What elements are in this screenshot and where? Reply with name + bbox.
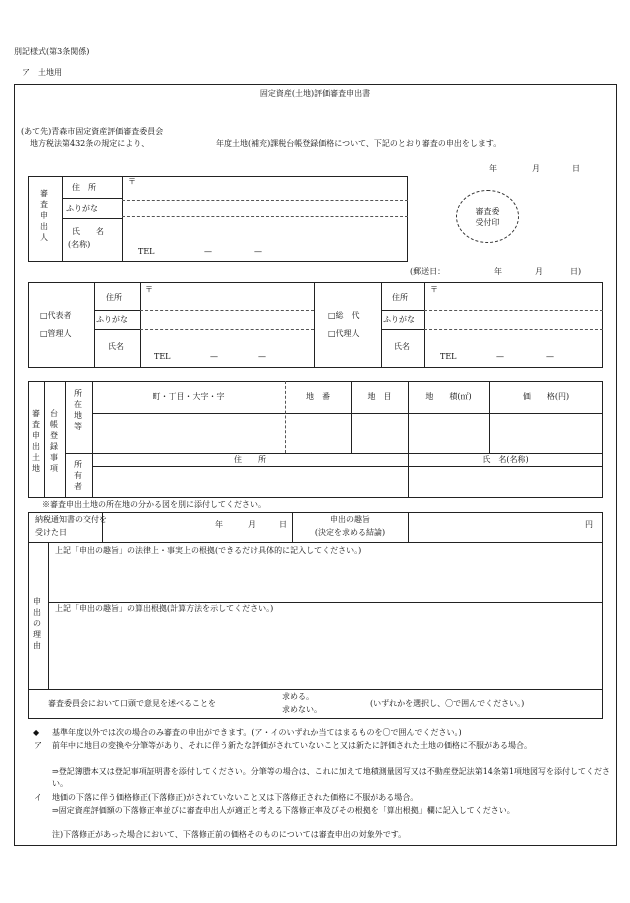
mailing-day: 日) bbox=[570, 267, 582, 276]
reception-stamp bbox=[456, 190, 519, 243]
form-title: 固定資産(土地)評価審査申出書 bbox=[259, 89, 371, 98]
applicant-name-sub-label: (名称) bbox=[68, 240, 91, 249]
form-subtype: ア 土地用 bbox=[22, 68, 62, 77]
column-header: 地 積(㎡) bbox=[425, 392, 472, 401]
location-label: 所在地等 bbox=[74, 389, 82, 431]
purpose-label: (決定を求める結論) bbox=[314, 528, 386, 537]
applicant-tel-sep: — bbox=[204, 247, 212, 256]
agent-address-label: 住所 bbox=[392, 293, 408, 302]
mailing-year: 年 bbox=[494, 267, 502, 276]
footnote-i-sub: ⇒固定資産評価額の下落修正率並びに審査申出人が適正と考える下落修正率及びその根拠を「算出根拠」欄に記入してください。 bbox=[52, 806, 515, 815]
purpose-yen: 円 bbox=[585, 520, 593, 529]
owner-label: 所有者 bbox=[74, 460, 82, 491]
date-day: 日 bbox=[572, 164, 580, 173]
representative-name-label: 氏名 bbox=[108, 342, 124, 351]
hearing-option-decline[interactable]: 求めない。 bbox=[282, 705, 322, 714]
representative-address-label: 住所 bbox=[106, 293, 122, 302]
agent-name-label: 氏名 bbox=[394, 342, 410, 351]
column-header: 地 目 bbox=[367, 392, 392, 401]
notice-month: 月 bbox=[248, 520, 256, 529]
purpose-label: 申出の趣旨 bbox=[330, 515, 370, 524]
notice-received-label: 受けた日 bbox=[35, 528, 67, 537]
owner-column-header: 住 所 bbox=[234, 455, 266, 464]
footnote-i-text: 地価の下落に伴う価格修正(下落修正)がされていないこと又は下落修正された価格に不服がある場合。 bbox=[52, 793, 419, 802]
intro-text-a: 地方税法第432条の規定により、 bbox=[30, 139, 150, 148]
mailing-month: 月 bbox=[535, 267, 543, 276]
representative-checkbox[interactable]: □代表者 bbox=[40, 311, 72, 320]
hearing-instruction: (いずれかを選択し、〇で囲んでください。) bbox=[370, 699, 525, 708]
notice-year: 年 bbox=[215, 520, 223, 529]
applicant-postal-mark: 〒 bbox=[128, 177, 136, 186]
reason-table bbox=[28, 512, 603, 719]
footnote-a-sub: ⇒登記簿謄本又は登記事項証明書を添付してください。分筆等の場合は、これに加えて地積測量図写又は不動産登記法第14条第1項地図写を添付してください。 bbox=[52, 767, 610, 788]
hearing-text: 審査委員会において口頭で意見を述べることを bbox=[48, 699, 216, 708]
representative-postal-mark: 〒 bbox=[145, 285, 153, 294]
legal-basis-label: 上記「申出の趣旨」の法律上・事実上の根拠(できるだけ具体的に記入してください。) bbox=[55, 546, 362, 555]
land-note: ※審査申出土地の所在地の分かる図を別に添付してください。 bbox=[42, 500, 266, 509]
stamp-line: 受付印 bbox=[475, 217, 500, 227]
mailing-label: (郵送日： bbox=[410, 267, 446, 276]
applicant-tel-sep: — bbox=[254, 247, 262, 256]
intro-text-b: 年度土地(補充)課税台帳登録価格について、下記のとおり審査の申出をします。 bbox=[216, 139, 502, 148]
applicant-section-label: 審査申出人 bbox=[40, 189, 48, 242]
footnote-note: 注)下落修正があった場合において、下落修正前の価格そのものについては審査申出の対象外です。 bbox=[52, 830, 407, 839]
representative-tel-label: TEL bbox=[154, 352, 171, 361]
annex-label: 別記様式(第3条関係) bbox=[14, 47, 90, 56]
footnote-bullet: ◆ bbox=[33, 728, 40, 737]
applicant-name-label: 氏 名 bbox=[72, 227, 104, 236]
agent-tel-label: TEL bbox=[440, 352, 457, 361]
general-agent-checkbox[interactable]: □総 代 bbox=[328, 311, 360, 320]
agent-tel-sep: — bbox=[546, 352, 554, 361]
applicant-furigana-label: ふりがな bbox=[66, 204, 98, 213]
land-section-label: 審査申出土地 bbox=[32, 409, 40, 473]
footnote-main: 基準年度以外では次の場合のみ審査の申出ができます。(ア・イのいずれか当てはまるものを〇で囲んでください。) bbox=[52, 728, 462, 737]
representative-furigana-label: ふりがな bbox=[96, 315, 128, 324]
owner-column-header: 氏 名(名称) bbox=[482, 455, 529, 464]
manager-checkbox[interactable]: □管理人 bbox=[40, 329, 72, 338]
ledger-label: 台帳登録事項 bbox=[50, 409, 58, 473]
column-header: 地 番 bbox=[306, 392, 330, 401]
representative-tel-sep: — bbox=[258, 352, 266, 361]
footnote-a-mark: ア bbox=[34, 741, 42, 750]
footnote-i-mark: イ bbox=[34, 793, 42, 802]
calculation-basis-label: 上記「申出の趣旨」の算出根拠(計算方法を示してください。) bbox=[55, 604, 274, 613]
representative-tel-sep: — bbox=[210, 352, 218, 361]
stamp-line: 審査委 bbox=[475, 206, 500, 216]
agent-furigana-label: ふりがな bbox=[383, 315, 415, 324]
reason-section-label: 申出の理由 bbox=[33, 597, 41, 650]
addressee: (あて先)青森市固定資産評価審査委員会 bbox=[21, 127, 164, 136]
applicant-tel-label: TEL bbox=[138, 247, 155, 256]
hearing-option-request[interactable]: 求める。 bbox=[282, 692, 314, 701]
notice-day: 日 bbox=[279, 520, 287, 529]
date-month: 月 bbox=[532, 164, 540, 173]
date-year: 年 bbox=[489, 164, 497, 173]
column-header: 価 格(円) bbox=[522, 392, 570, 401]
column-header: 町・丁目・大字・字 bbox=[152, 392, 225, 401]
notice-received-label: 納税通知書の交付を bbox=[35, 515, 107, 524]
footnote-a-text: 前年中に地目の変換や分筆等があり、それに伴う新たな評価がされていないこと又は新たに評価された土地の価格に不服がある場合。 bbox=[52, 741, 532, 750]
applicant-address-label: 住 所 bbox=[72, 183, 96, 192]
agent-checkbox[interactable]: □代理人 bbox=[328, 329, 360, 338]
agent-postal-mark: 〒 bbox=[430, 285, 438, 294]
agent-tel-sep: — bbox=[496, 352, 504, 361]
